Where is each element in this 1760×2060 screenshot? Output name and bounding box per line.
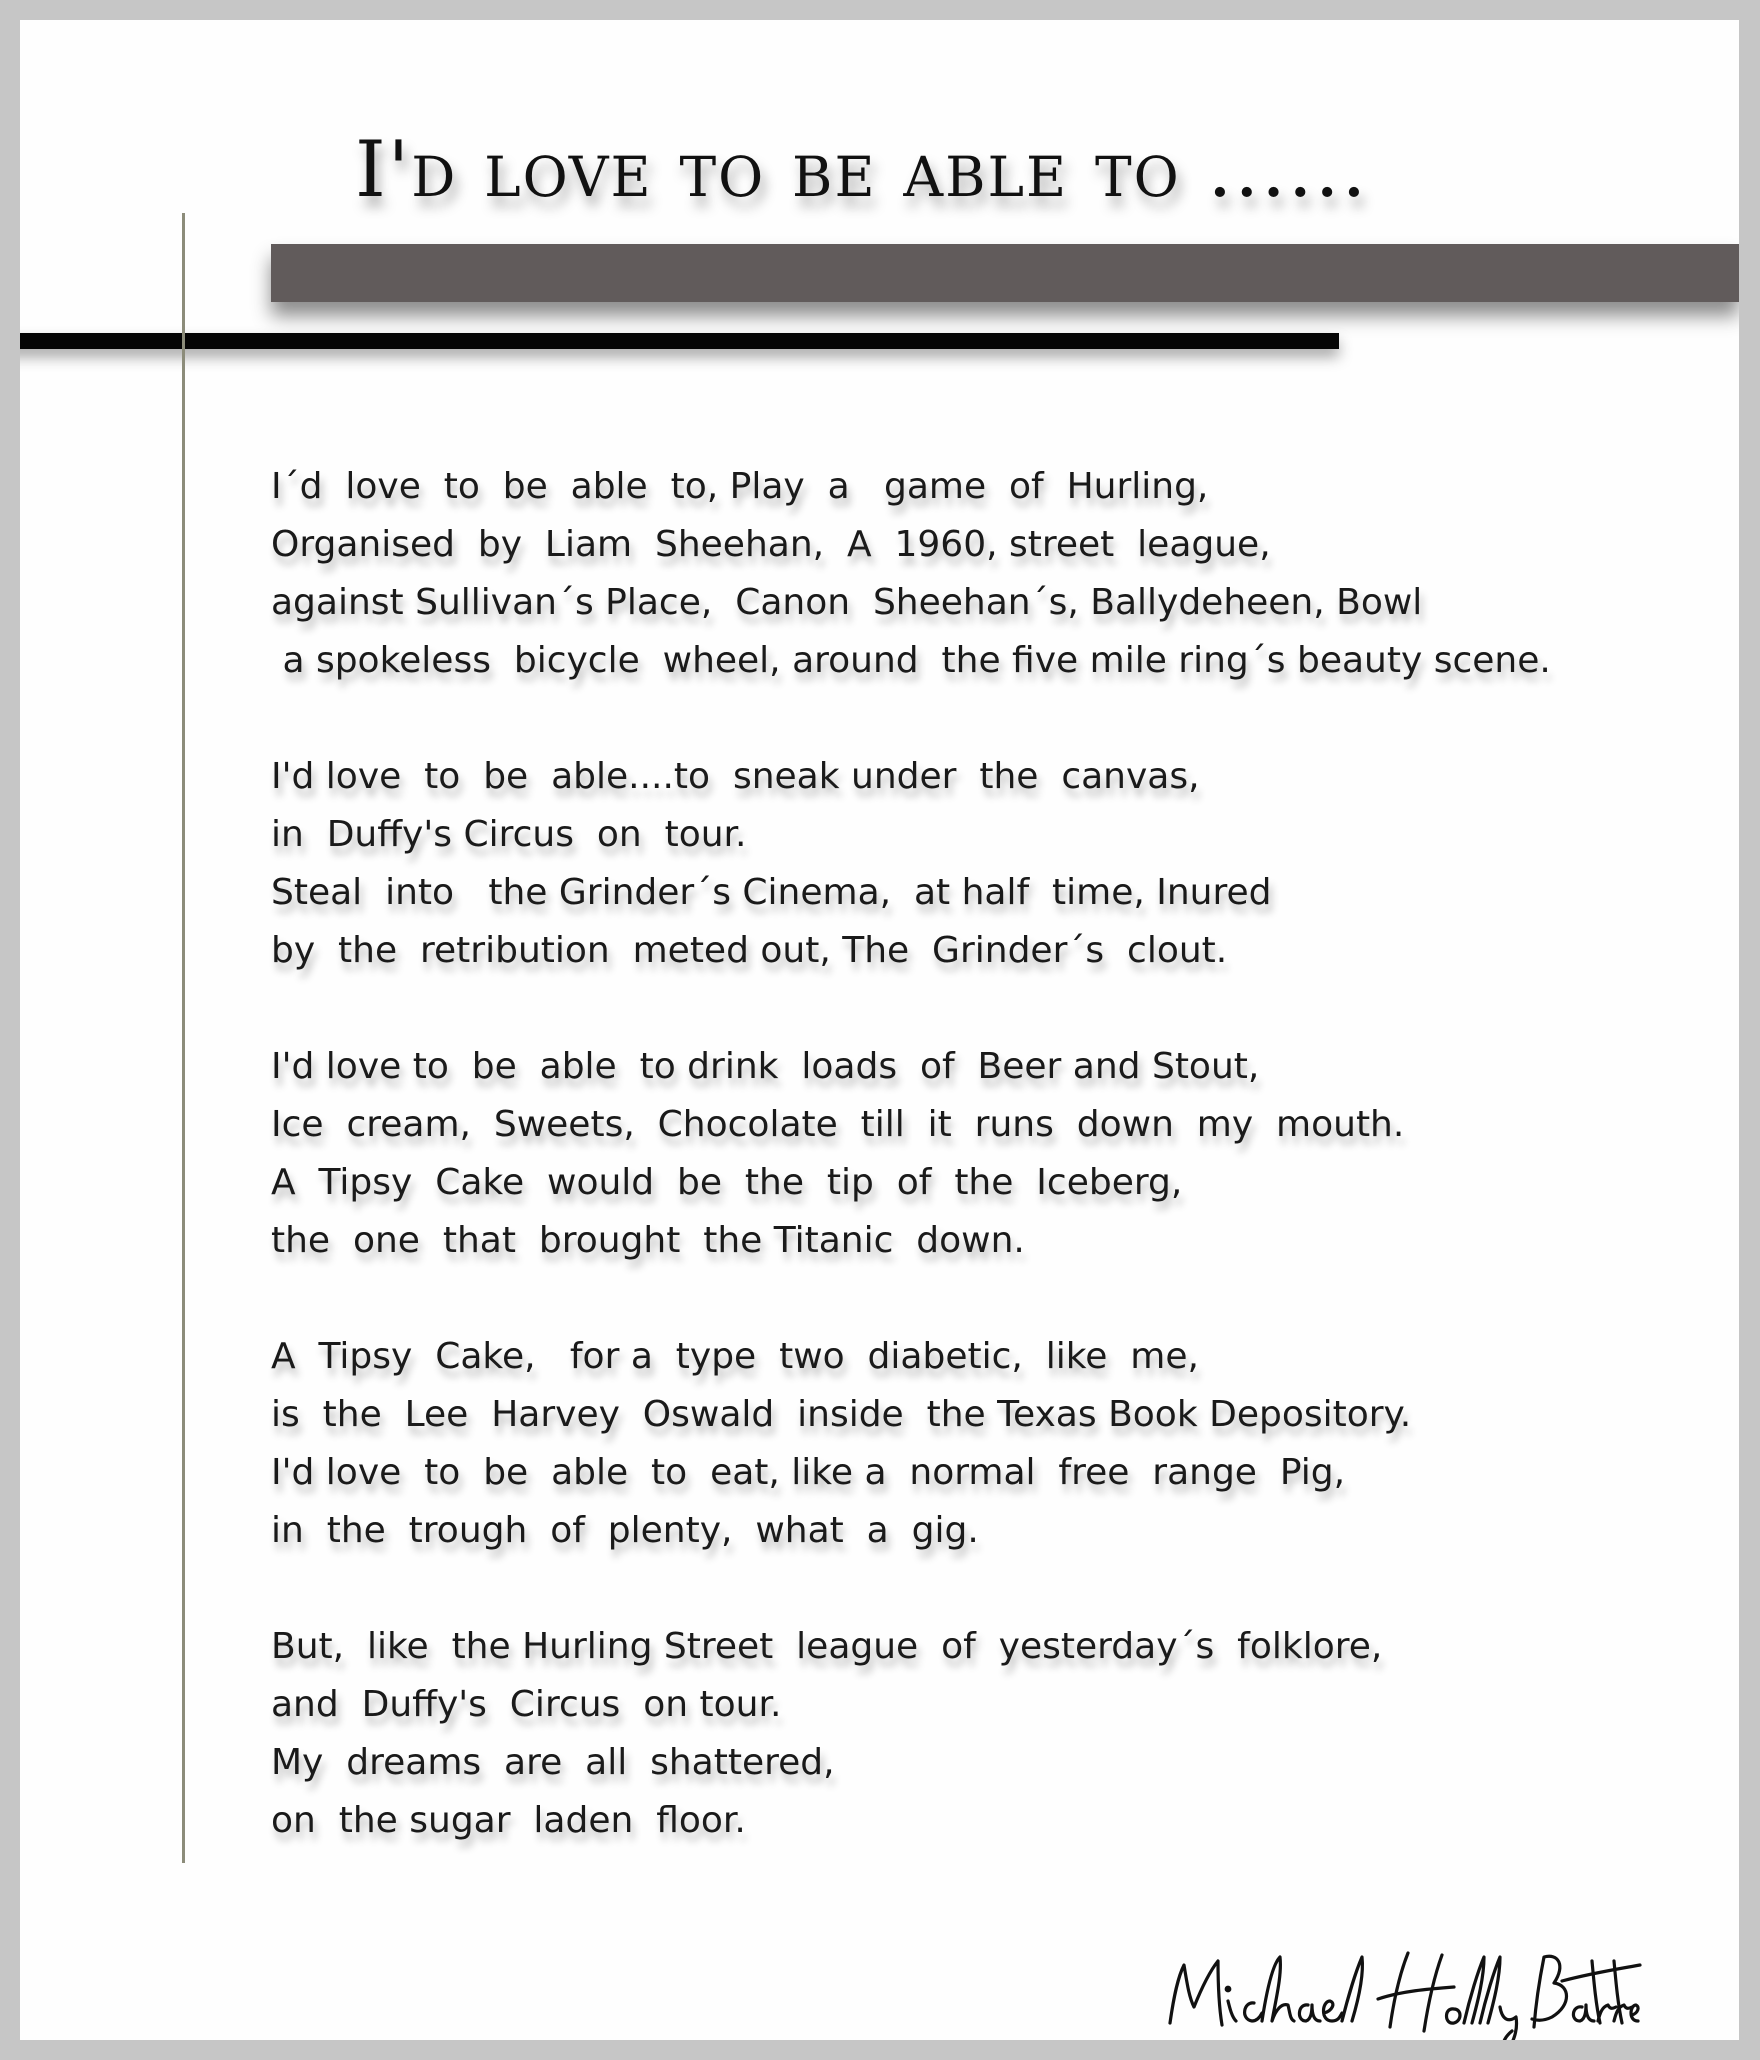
poem-line: a spokeless bicycle wheel, around the five mile ring´s beauty scene. bbox=[271, 640, 1551, 681]
stanza bbox=[271, 1618, 1551, 1850]
stanza bbox=[271, 458, 1551, 690]
poem-line: Ice cream, Sweets, Chocolate till it runs down my mouth. bbox=[271, 1104, 1405, 1145]
black-divider-bar bbox=[20, 333, 1339, 349]
poem-line: Organised by Liam Sheehan, A 1960, street league, bbox=[271, 524, 1271, 565]
stanza-gap bbox=[271, 980, 1551, 1038]
poem-line: by the retribution meted out, The Grinder´s clout. bbox=[271, 930, 1228, 971]
poem-line: in Duffy's Circus on tour. bbox=[271, 814, 747, 855]
stanza-gap bbox=[271, 690, 1551, 748]
poem-line: in the trough of plenty, what a gig. bbox=[271, 1510, 979, 1551]
stanza bbox=[271, 1328, 1551, 1560]
poem-line: the one that brought the Titanic down. bbox=[271, 1220, 1025, 1261]
poem-line: A Tipsy Cake would be the tip of the Iceberg, bbox=[271, 1162, 1183, 1203]
poem-page bbox=[20, 20, 1739, 2040]
poem-line: and Duffy's Circus on tour. bbox=[271, 1684, 782, 1725]
vertical-rule bbox=[182, 213, 185, 1863]
stanza-gap bbox=[271, 1270, 1551, 1328]
poem-body bbox=[271, 458, 1551, 1850]
poem-line: against Sullivan´s Place, Canon Sheehan´s, Ballydeheen, Bowl bbox=[271, 582, 1423, 623]
poem-line: I'd love to be able to drink loads of Beer and Stout, bbox=[271, 1046, 1260, 1087]
stanza bbox=[271, 748, 1551, 980]
poem-line: I'd love to be able....to sneak under the canvas, bbox=[271, 756, 1200, 797]
poem-line: on the sugar laden floor. bbox=[271, 1800, 746, 1841]
stanza-gap bbox=[271, 1560, 1551, 1618]
title-underline-bar bbox=[271, 244, 1739, 302]
author-signature bbox=[1162, 1935, 1642, 2040]
poem-line: A Tipsy Cake, for a type two diabetic, like me, bbox=[271, 1336, 1199, 1377]
poem-line: I'd love to be able to eat, like a normal free range Pig, bbox=[271, 1452, 1346, 1493]
poem-line: Steal into the Grinder´s Cinema, at half time, Inured bbox=[271, 872, 1272, 913]
poem-line: I´d love to be able to, Play a game of Hurling, bbox=[271, 466, 1209, 507]
poem-line: My dreams are all shattered, bbox=[271, 1742, 835, 1783]
poem-line: is the Lee Harvey Oswald inside the Texas Book Depository. bbox=[271, 1394, 1412, 1435]
stanza bbox=[271, 1038, 1551, 1270]
poem-line: But, like the Hurling Street league of yesterday´s folklore, bbox=[271, 1626, 1383, 1667]
poem-title: I'd love to be able to ...... bbox=[355, 125, 1369, 215]
